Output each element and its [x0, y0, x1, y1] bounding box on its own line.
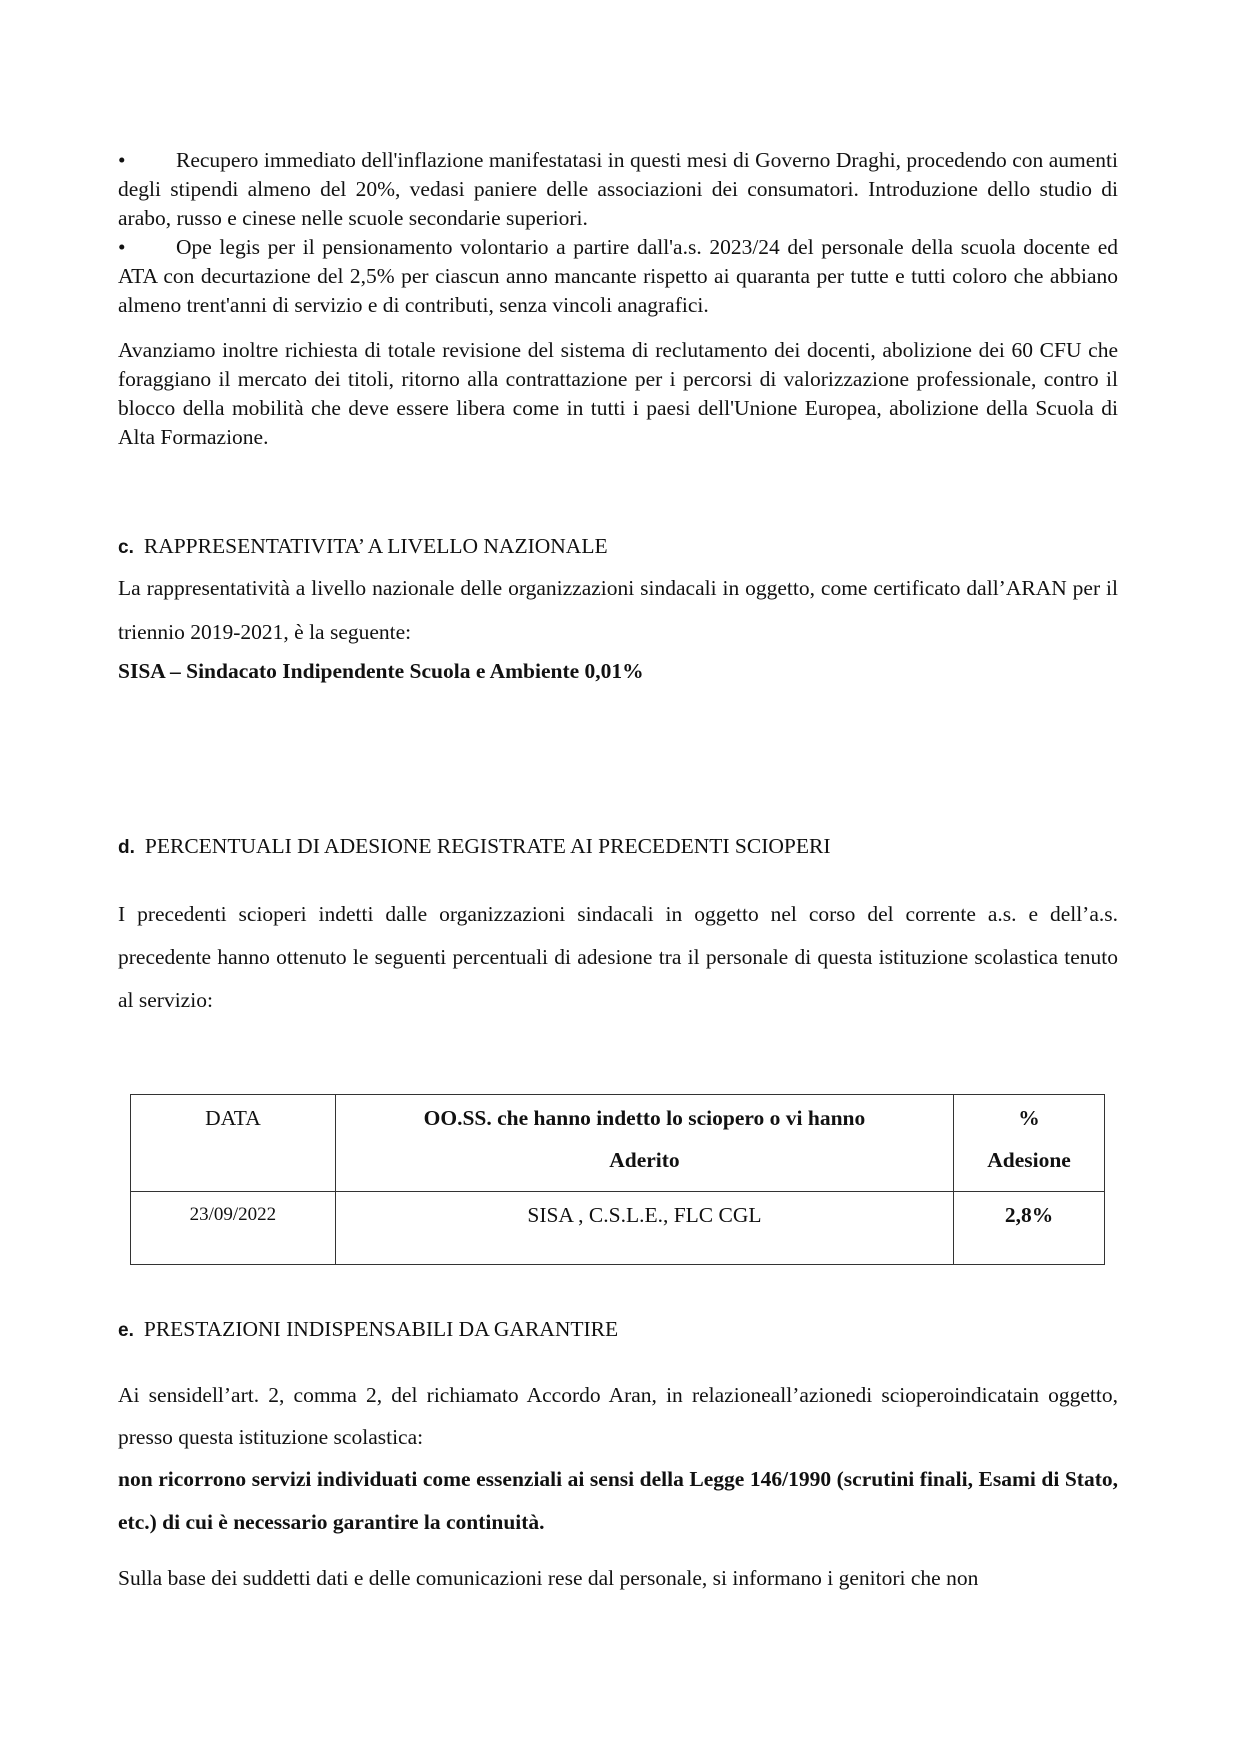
section-c-heading: [118, 532, 608, 562]
cell-data: 23/09/2022: [131, 1192, 336, 1265]
header-adesione-line1: %: [1018, 1106, 1040, 1130]
section-e-heading: [118, 1315, 618, 1345]
table-row: [131, 1192, 1105, 1265]
section-c-title: RAPPRESENTATIVITA’ A LIVELLO NAZIONALE: [143, 534, 608, 558]
bullet-text: Ope legis per il pensionamento volontario a partire dall'a.s. 2023/24 del personale della scuola docente ed ATA con decurtazione del 2,5% per ciascun anno mancante rispetto ai quaranta per tutte e tutti coloro che abbiano almeno trent'anni di servizio e di contributi, senza vincoli anagrafici.: [118, 235, 1118, 317]
richieste-paragraph: Avanziamo inoltre richiesta di totale revisione del sistema di reclutamento dei docenti, abolizione dei 60 CFU che foraggiano il mercato dei titoli, ritorno alla contrattazione per i percorsi di valorizzazione professionale, contro il blocco della mobilità che deve essere libera come in tutti i paesi dell'Unione Europea, abolizione della Scuola di Alta Formazione.: [118, 338, 1118, 449]
header-data: [131, 1095, 336, 1192]
cell-adesione: 2,8%: [954, 1192, 1105, 1265]
header-adesione: [954, 1095, 1105, 1192]
bullet-item: [118, 146, 1118, 233]
bullet-text: Recupero immediato dell'inflazione manifestatasi in questi mesi di Governo Draghi, procedendo con aumenti degli stipendi almeno del 20%, vedasi paniere delle associazioni dei consumatori. Introduzione dello studio di arabo, russo e cinese nelle scuole secondarie superiori.: [118, 148, 1118, 230]
section-e-title: PRESTAZIONI INDISPENSABILI DA GARANTIRE: [143, 1317, 619, 1341]
bullet-marker: •: [118, 235, 126, 259]
header-oss: [335, 1095, 953, 1192]
closing-paragraph: Sulla base dei suddetti dati e delle comunicazioni rese dal personale, si informano i genitori che non: [118, 1566, 979, 1590]
bullet-list: [118, 146, 1118, 320]
section-e-bold-text: non ricorrono servizi individuati come essenziali ai sensi della Legge 146/1990 (scrutini finali, Esami di Stato, etc.) di cui è necessario garantire la continuità.: [118, 1467, 1118, 1534]
section-e-letter: e.: [118, 1320, 134, 1341]
header-data-label: DATA: [205, 1106, 261, 1130]
table-header-row: [131, 1095, 1105, 1192]
section-d-text: I precedenti scioperi indetti dalle organizzazioni sindacali in oggetto nel corso del corrente a.s. e dell’a.s. precedente hanno ottenuto le seguenti percentuali di adesione tra il personale di questa istituzione scolastica tenuto al servizio:: [118, 902, 1118, 1012]
section-d-heading: [118, 832, 831, 862]
header-adesione-line2: Adesione: [987, 1148, 1071, 1172]
bullet-item: [118, 233, 1118, 320]
strike-adhesion-table: [130, 1094, 1105, 1265]
cell-oss: SISA , C.S.L.E., FLC CGL: [335, 1192, 953, 1265]
header-oss-line2: Aderito: [609, 1148, 680, 1172]
section-c-text: La rappresentatività a livello nazionale delle organizzazioni sindacali in oggetto, come certificato dall’ARAN per il triennio 2019-2021, è la seguente:: [118, 576, 1118, 644]
bullet-marker: •: [118, 148, 126, 172]
section-e-text: Ai sensidell’art. 2, comma 2, del richiamato Accordo Aran, in relazioneall’azionedi scioperoindicatain oggetto, presso questa istituzione scolastica:: [118, 1383, 1118, 1449]
section-c-bold-line: SISA – Sindacato Indipendente Scuola e Ambiente 0,01%: [118, 659, 644, 683]
section-c-letter: c.: [118, 537, 134, 558]
header-oss-line1: OO.SS. che hanno indetto lo sciopero o vi hanno: [423, 1106, 866, 1130]
section-d-title: PERCENTUALI DI ADESIONE REGISTRATE AI PRECEDENTI SCIOPERI: [144, 834, 831, 858]
section-d-letter: d.: [118, 837, 135, 858]
